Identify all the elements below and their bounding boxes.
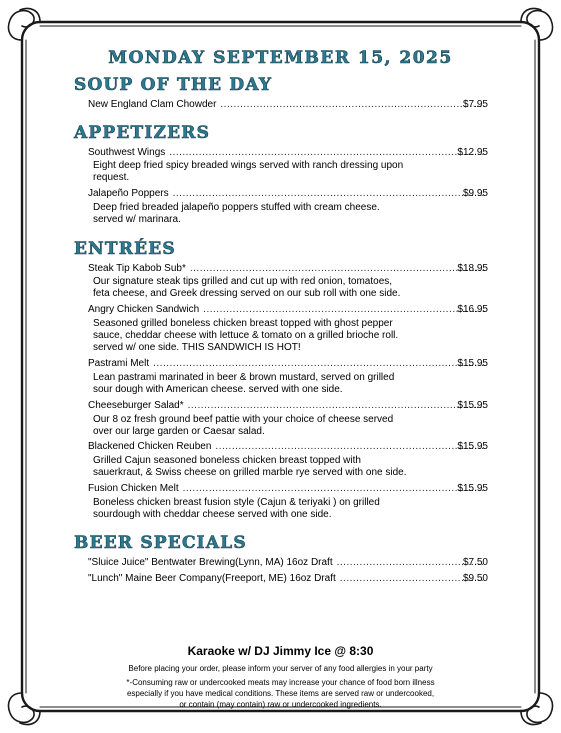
menu-item-row — [88, 441, 488, 453]
menu-item-name: "Sluice Juice" Bentwater Brewing(Lynn, MA) 16oz Draft — [88, 557, 333, 568]
menu-item-description: Eight deep fried spicy breaded wings served with ranch dressing upon — [93, 160, 404, 171]
karaoke-announcement: Karaoke w/ DJ Jimmy Ice @ 8:30 — [187, 644, 374, 658]
menu-item-description: sourdough with cheddar cheese served with one side. — [93, 509, 332, 520]
menu-item-row — [88, 557, 488, 569]
menu-item-price: $9.95 — [462, 188, 488, 199]
leader-dots — [173, 188, 484, 200]
leader-dots — [183, 483, 484, 495]
menu-item-description: served w/ one side. THIS SANDWICH IS HOT! — [93, 342, 301, 353]
menu-item-name: "Lunch" Maine Beer Company(Freeport, ME) 16oz Draft — [88, 573, 336, 584]
menu-item-price: $15.95 — [457, 400, 488, 411]
menu-item-name: Southwest Wings — [88, 147, 166, 158]
menu-item-name: Fusion Chicken Melt — [88, 483, 179, 494]
menu-item-price: $9.50 — [462, 573, 488, 584]
menu-item-name: Blackened Chicken Reuben — [88, 441, 212, 452]
menu-item-description: Seasoned grilled boneless chicken breast topped with ghost pepper — [93, 318, 393, 329]
menu-item-price: $7.95 — [462, 99, 488, 110]
menu-item-price: $15.95 — [457, 358, 488, 369]
menu-item-row — [88, 400, 488, 412]
leader-dots — [169, 147, 484, 159]
menu-item-name: Jalapeño Poppers — [88, 188, 169, 199]
menu-item-description: sauerkraut, & Swiss cheese on grilled marble rye served with one side. — [93, 467, 407, 478]
menu-item-row — [88, 573, 488, 585]
menu-item-price: $16.95 — [457, 304, 488, 315]
menu-item-name: New England Clam Chowder — [88, 99, 217, 110]
menu-item-description: Grilled Cajun seasoned boneless chicken breast topped with — [93, 455, 361, 466]
menu-item-price: $18.95 — [457, 263, 488, 274]
menu-item-row — [88, 188, 488, 200]
menu-item-description: request. — [93, 172, 130, 183]
appetizers-section-title: APPETIZERS — [74, 123, 211, 143]
disclaimer-line: *-Consuming raw or undercooked meats may increase your chance of food born illness — [126, 678, 435, 687]
menu-item-row — [88, 483, 488, 495]
menu-item-price: $15.95 — [457, 483, 488, 494]
menu-item-description: over our large garden or Caesar salad. — [93, 426, 265, 437]
menu-item-description: Lean pastrami marinated in beer & brown mustard, served on grilled — [93, 372, 395, 383]
allergy-note: Before placing your order, please inform your server of any food allergies in your party — [128, 664, 433, 673]
disclaimer-line: especially if you have medical conditions. These items are served raw or undercooked, — [126, 689, 435, 698]
soup-section-title: SOUP OF THE DAY — [74, 75, 273, 95]
menu-item-description: feta cheese, and Greek dressing served on our sub roll with one side. — [93, 288, 401, 299]
menu-item-name: Cheeseburger Salad* — [88, 400, 184, 411]
menu-date: MONDAY SEPTEMBER 15, 2025 — [108, 48, 453, 68]
beer-section-title: BEER SPECIALS — [74, 533, 247, 553]
menu-item-row — [88, 304, 488, 316]
menu-item-description: served w/ marinara. — [93, 214, 181, 225]
menu-item-description: sour dough with American cheese. served with one side. — [93, 384, 343, 395]
menu-item-price: $15.95 — [457, 441, 488, 452]
entrees-section-title: ENTRÉES — [74, 239, 176, 259]
menu-item-description: Our signature steak tips grilled and cut up with red onion, tomatoes, — [93, 276, 393, 287]
leader-dots — [153, 358, 484, 370]
menu-item-price: $12.95 — [457, 147, 488, 158]
menu-item-description: Deep fried breaded jalapeño poppers stuffed with cream cheese. — [93, 202, 380, 213]
menu-item-row — [88, 99, 488, 111]
menu-item-description: sauce, cheddar cheese with lettuce & tomato on a grilled brioche roll. — [93, 330, 399, 341]
menu-item-row — [88, 358, 488, 370]
disclaimer-line: or contain (may contain) raw or undercooked ingredients. — [179, 700, 382, 709]
menu-item-row — [88, 147, 488, 159]
menu-item-description: Boneless chicken breast fusion style (Cajun & teriyaki ) on grilled — [93, 497, 380, 508]
menu-item-description: Our 8 oz fresh ground beef pattie with your choice of cheese served — [93, 414, 394, 425]
menu-item-name: Steak Tip Kabob Sub* — [88, 263, 186, 274]
menu-item-price: $7.50 — [462, 557, 488, 568]
menu-item-row — [88, 263, 488, 275]
menu-item-name: Angry Chicken Sandwich — [88, 304, 200, 315]
menu-item-name: Pastrami Melt — [88, 358, 150, 369]
